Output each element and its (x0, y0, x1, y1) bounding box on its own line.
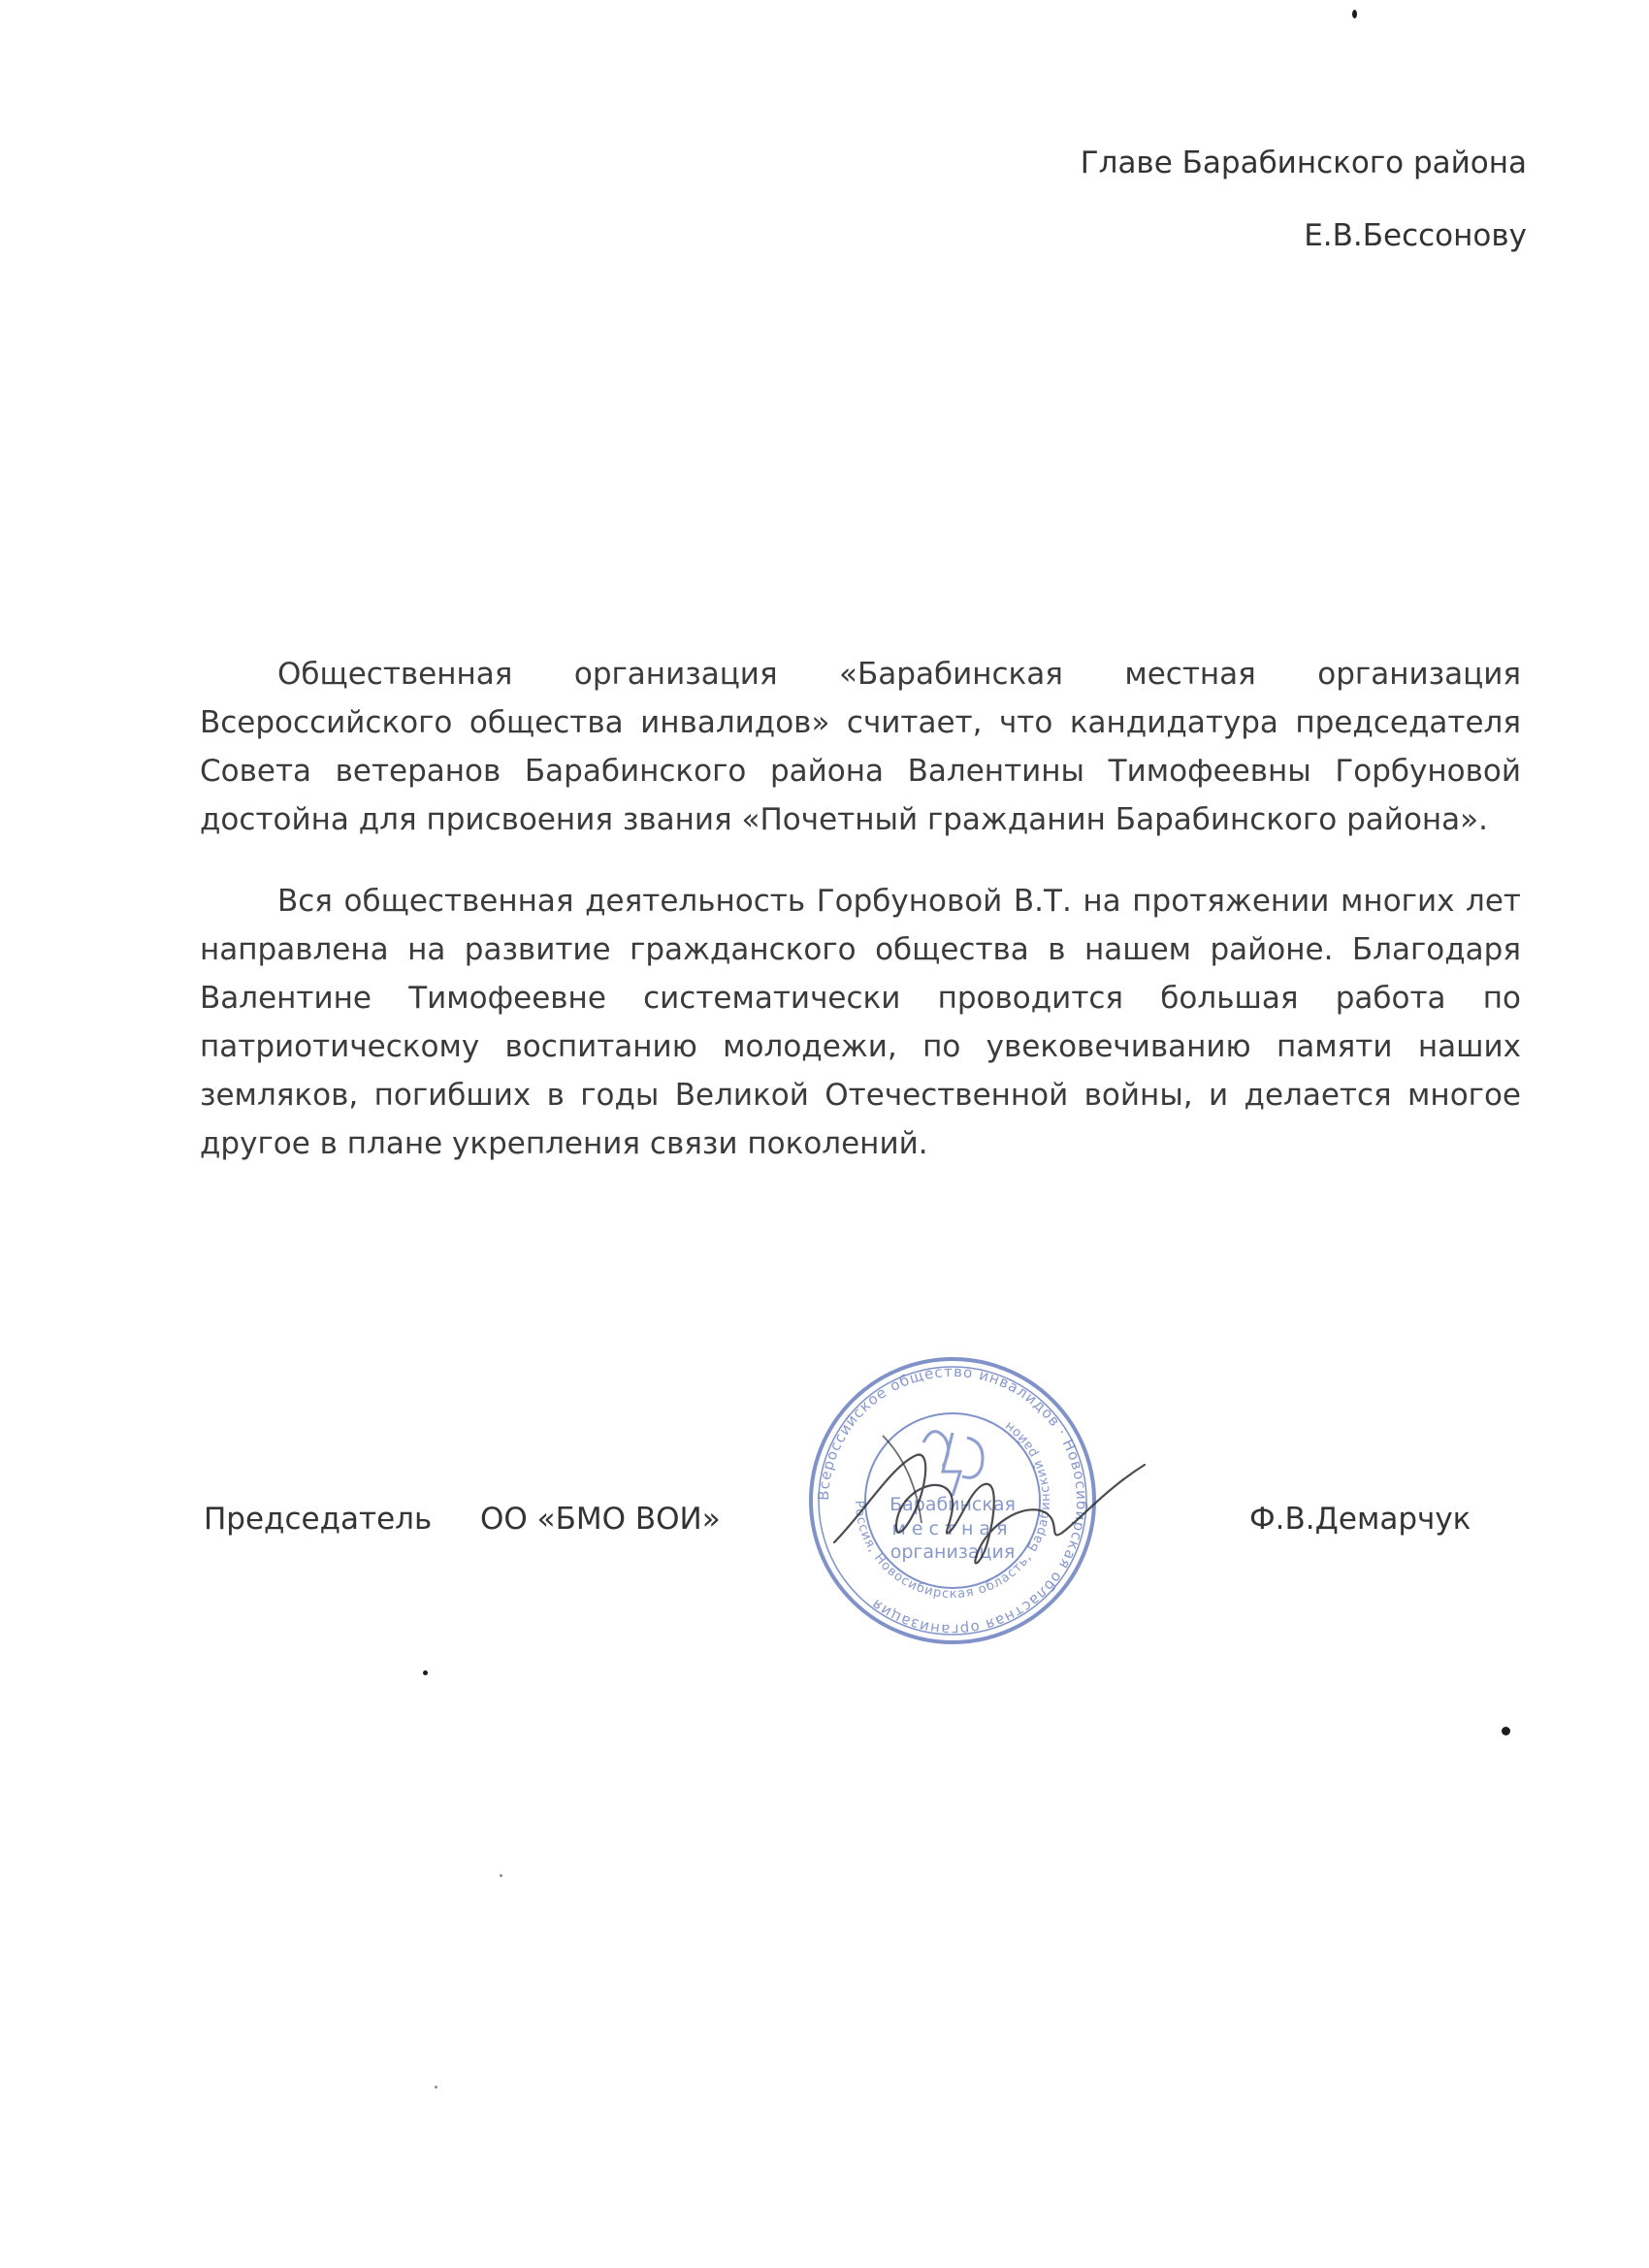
letter-body (200, 650, 1521, 1168)
handwritten-signature (824, 1397, 1164, 1581)
scan-speck (1502, 1727, 1510, 1735)
signer-role: Председатель (204, 1502, 433, 1537)
scan-speck (435, 2086, 437, 2089)
body-paragraph-1: Общественная организация «Барабинская местная организация Всероссийского общества инвалидов» считает, что кандидатура председателя Совета ветеранов Барабинского района Валентины Тимофеевны Горбуновой достойна для присвоения звания «Почетный гражданин Барабинского района». (200, 657, 1521, 837)
scan-speck (500, 1874, 502, 1877)
addressee-name: Е.В.Бессонову (1304, 218, 1527, 254)
stamp-center-line-3: организация (889, 1541, 1016, 1563)
stamp-center-line-2: местная (891, 1518, 1014, 1539)
signer-name: Ф.В.Демарчук (1249, 1502, 1471, 1537)
addressee-block (1081, 146, 1527, 254)
stamp-outer-text: Всероссийское общество инвалидов · Новосибирская областная организация (814, 1362, 1091, 1639)
addressee-title: Главе Барабинского района (1080, 146, 1527, 180)
stamp-inner-text: Россия, Новосибирская область, Барабинский район (851, 1417, 1054, 1603)
scan-speck (423, 1670, 428, 1675)
stamp-center-line-1: Барабинская (889, 1494, 1016, 1515)
signer-organization: ОО «БМО ВОИ» (480, 1502, 721, 1537)
scan-speck (1352, 10, 1357, 18)
body-paragraph-2: Вся общественная деятельность Горбуновой В.Т. на протяжении многих лет направлена на развитие гражданского общества в нашем районе. Благодаря Валентине Тимофеевне систематически проводится большая работа по патриотическому воспитанию молодежи, по увековечиванию памяти наших земляков, погибших в годы Великой Отечественной войны, и делается многое другое в плане укрепления связи поколений. (200, 884, 1521, 1161)
